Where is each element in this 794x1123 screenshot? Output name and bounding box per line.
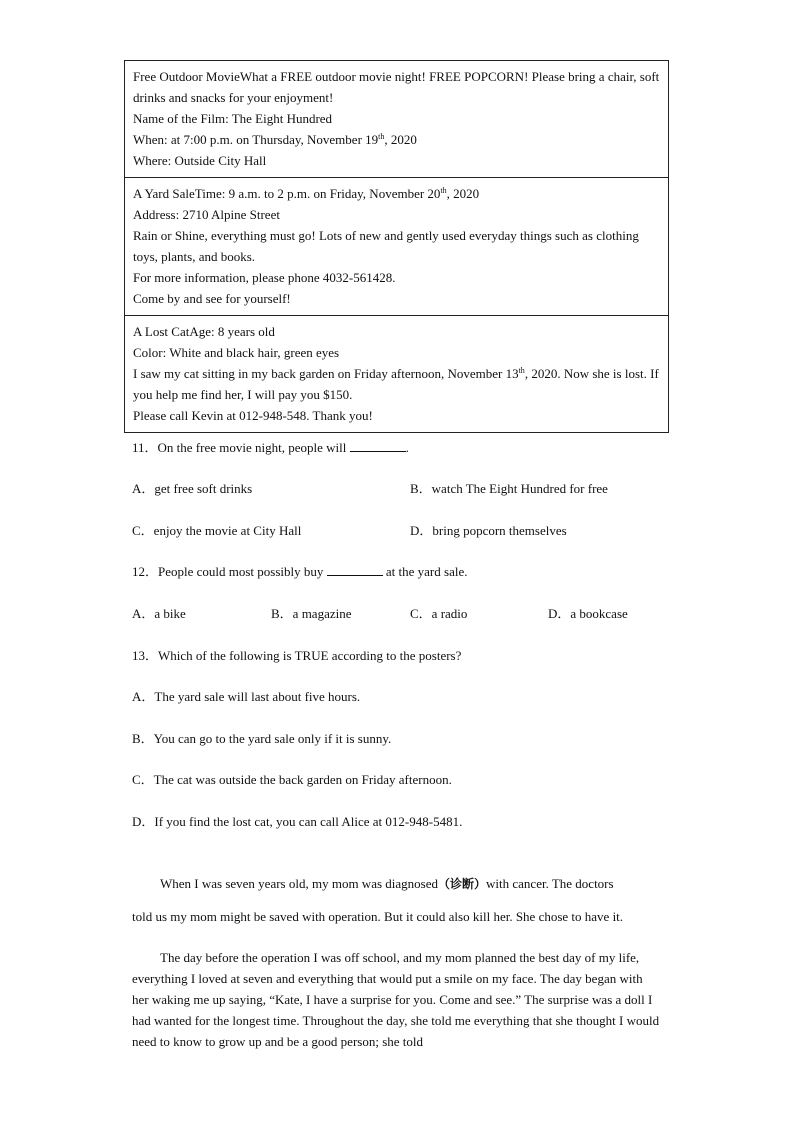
q12-option-b[interactable]: B．a magazine [271, 606, 352, 621]
q11-option-c[interactable]: C．enjoy the movie at City Hall [132, 523, 302, 538]
q12-option-a[interactable]: A．a bike [132, 606, 186, 621]
q12-option-d[interactable]: D．a bookcase [548, 606, 628, 621]
movie-where: Where: Outside City Hall [133, 153, 267, 168]
q13-option-c[interactable]: C．The cat was outside the back garden on Friday afternoon. [132, 772, 452, 787]
poster-yard-sale [125, 178, 669, 316]
passage-p1-line1: When I was seven years old, my mom was diagnosed（诊断）with cancer. The doctors [160, 876, 614, 891]
question-12-stem: 12．People could most possibly buy at the yard sale. [132, 564, 468, 579]
answer-blank [350, 440, 406, 452]
yard-come: Come by and see for yourself! [133, 291, 291, 306]
yard-info: For more information, please phone 4032-561428. [133, 270, 396, 285]
q13-option-a[interactable]: A．The yard sale will last about five hours. [132, 689, 361, 704]
yard-desc: Rain or Shine, everything must go! Lots of new and gently used everyday things such as clothing toys, plants, and books. [133, 228, 639, 264]
q11-option-a[interactable]: A．get free soft drinks [132, 481, 253, 496]
cat-color: Color: White and black hair, green eyes [133, 345, 340, 360]
cat-age: A Lost CatAge: 8 years old [133, 324, 275, 339]
yard-time: A Yard SaleTime: 9 a.m. to 2 p.m. on Friday, November 20th, 2020 [133, 186, 480, 201]
posters-table [124, 60, 669, 433]
q11-option-b[interactable]: B．watch The Eight Hundred for free [410, 481, 608, 496]
passage-p1-line2: told us my mom might be saved with operation. But it could also kill her. She chose to have it. [132, 909, 624, 924]
question-11-stem: 11．On the free movie night, people will . [132, 440, 409, 455]
yard-address: Address: 2710 Alpine Street [133, 207, 280, 222]
yard-title: A Yard Sale [133, 186, 195, 201]
question-13-stem: 13．Which of the following is TRUE according to the posters? [132, 648, 462, 663]
cat-title: A Lost Cat [133, 324, 190, 339]
q12-option-c[interactable]: C．a radio [410, 606, 468, 621]
movie-title: Free Outdoor Movie [133, 69, 240, 84]
movie-intro: Free Outdoor MovieWhat a FREE outdoor movie night! FREE POPCORN! Please bring a chair, soft drinks and snacks for your enjoyment! [133, 69, 660, 105]
q13-option-b[interactable]: B．You can go to the yard sale only if it is sunny. [132, 731, 392, 746]
q11-option-d[interactable]: D．bring popcorn themselves [410, 523, 567, 538]
poster-movie [125, 61, 669, 178]
movie-when: When: at 7:00 p.m. on Thursday, November 19th, 2020 [133, 132, 417, 147]
chinese-gloss: （诊断） [438, 877, 487, 891]
poster-lost-cat [125, 316, 669, 433]
cat-desc: I saw my cat sitting in my back garden on Friday afternoon, November 13th, 2020. Now she is lost. If you help me find her, I will pay you $150. [133, 366, 659, 402]
answer-blank [327, 564, 383, 576]
q13-option-d[interactable]: D．If you find the lost cat, you can call Alice at 012-948-5481. [132, 814, 463, 829]
movie-film: Name of the Film: The Eight Hundred [133, 111, 333, 126]
cat-call: Please call Kevin at 012-948-548. Thank you! [133, 408, 373, 423]
passage-p2: The day before the operation I was off school, and my mom planned the best day of my life, everything I loved at seven and everything that would put a smile on my face. The day began with her waking me up saying, “Kate, I have a surprise for you. Come and see.” The surprise was a doll I had wanted for the longest time. Throughout the day, she told me everything that she thought I would need to know to grow up and be a good person; she told [132, 950, 660, 1049]
